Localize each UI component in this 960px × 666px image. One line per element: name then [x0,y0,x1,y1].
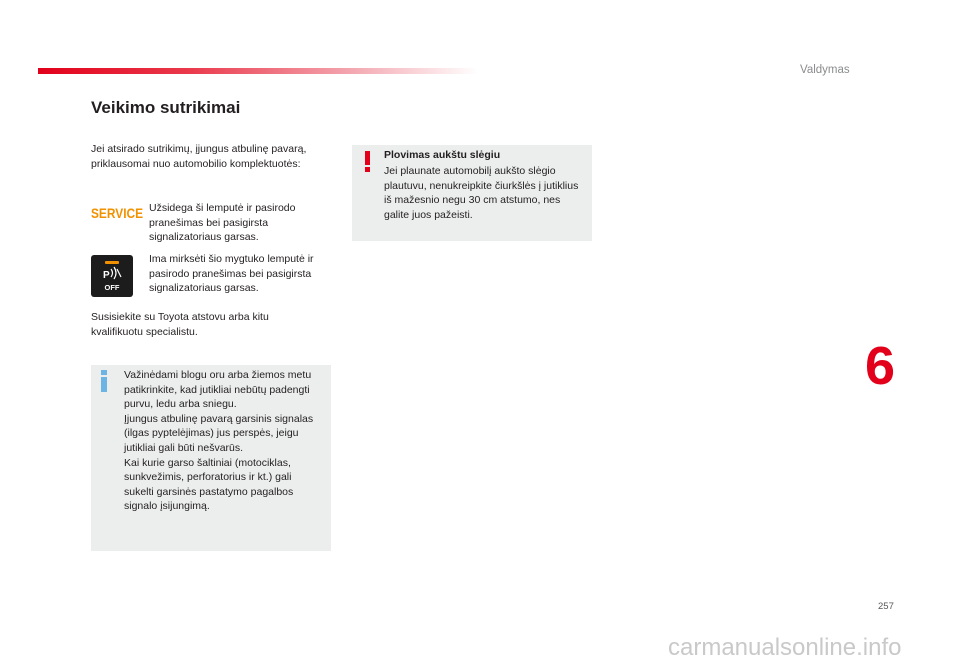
intro-text: Jei atsirado sutrikimų, įjungus atbulinę pavarą, priklausomai nuo automobilio komplektuotės: [91,143,307,170]
info-paragraph: Kai kurie garso šaltiniai (motociklas, sunkvežimis, perforatorius ir kt.) gali sukelti garsinės pastatymo pagalbos signalo įsijungimą. [124,456,294,513]
page-heading: Veikimo sutrikimai [91,98,241,117]
park-assist-button-icon [91,255,133,297]
header-accent-bar [38,68,478,74]
chapter-number: 6 [865,336,896,396]
page-number: 257 [878,601,894,612]
warning-text: Jei plaunate automobilį aukšto slėgio plautuvu, nenukreipkite čiurkšlės į jutiklius iš mažesnio negu 30 cm atstumo, nes galite juos pažeisti. [384,165,579,221]
info-box-text [124,368,324,514]
warning-exclamation-icon [364,151,372,173]
warning-title: Plovimas aukštu slėgiu [384,149,501,161]
info-paragraph: Įjungus atbulinę pavarą garsinis signalas (ilgas pyptelėjimas) jus perspės, jeigu jutikliai gali būti nešvarūs. [124,412,314,454]
info-icon [100,370,108,392]
service-description: Užsidega ši lemputė ir pasirodo pranešimas bei pasigirsta signalizatoriaus garsas. [149,202,296,244]
watermark: carmanualsonline.info [668,634,902,661]
contact-dealer-text: Susisiekite su Toyota atstovu arba kitu kvalifikuotu specialistu. [91,311,269,338]
section-title: Valdymas [800,64,850,76]
service-warning-icon: SERVICE [91,205,144,221]
info-paragraph: Važinėdami blogu oru arba žiemos metu patikrinkite, kad jutikliai nebūtų padengti purvu, ledu arba sniegu. [124,369,312,411]
off-label: OFF [104,283,120,292]
svg-text:P: P [103,270,110,281]
park-button-description: Ima mirksėti šio mygtuko lemputė ir pasirodo pranešimas bei pasigirsta signalizatoriaus garsas. [149,253,314,295]
